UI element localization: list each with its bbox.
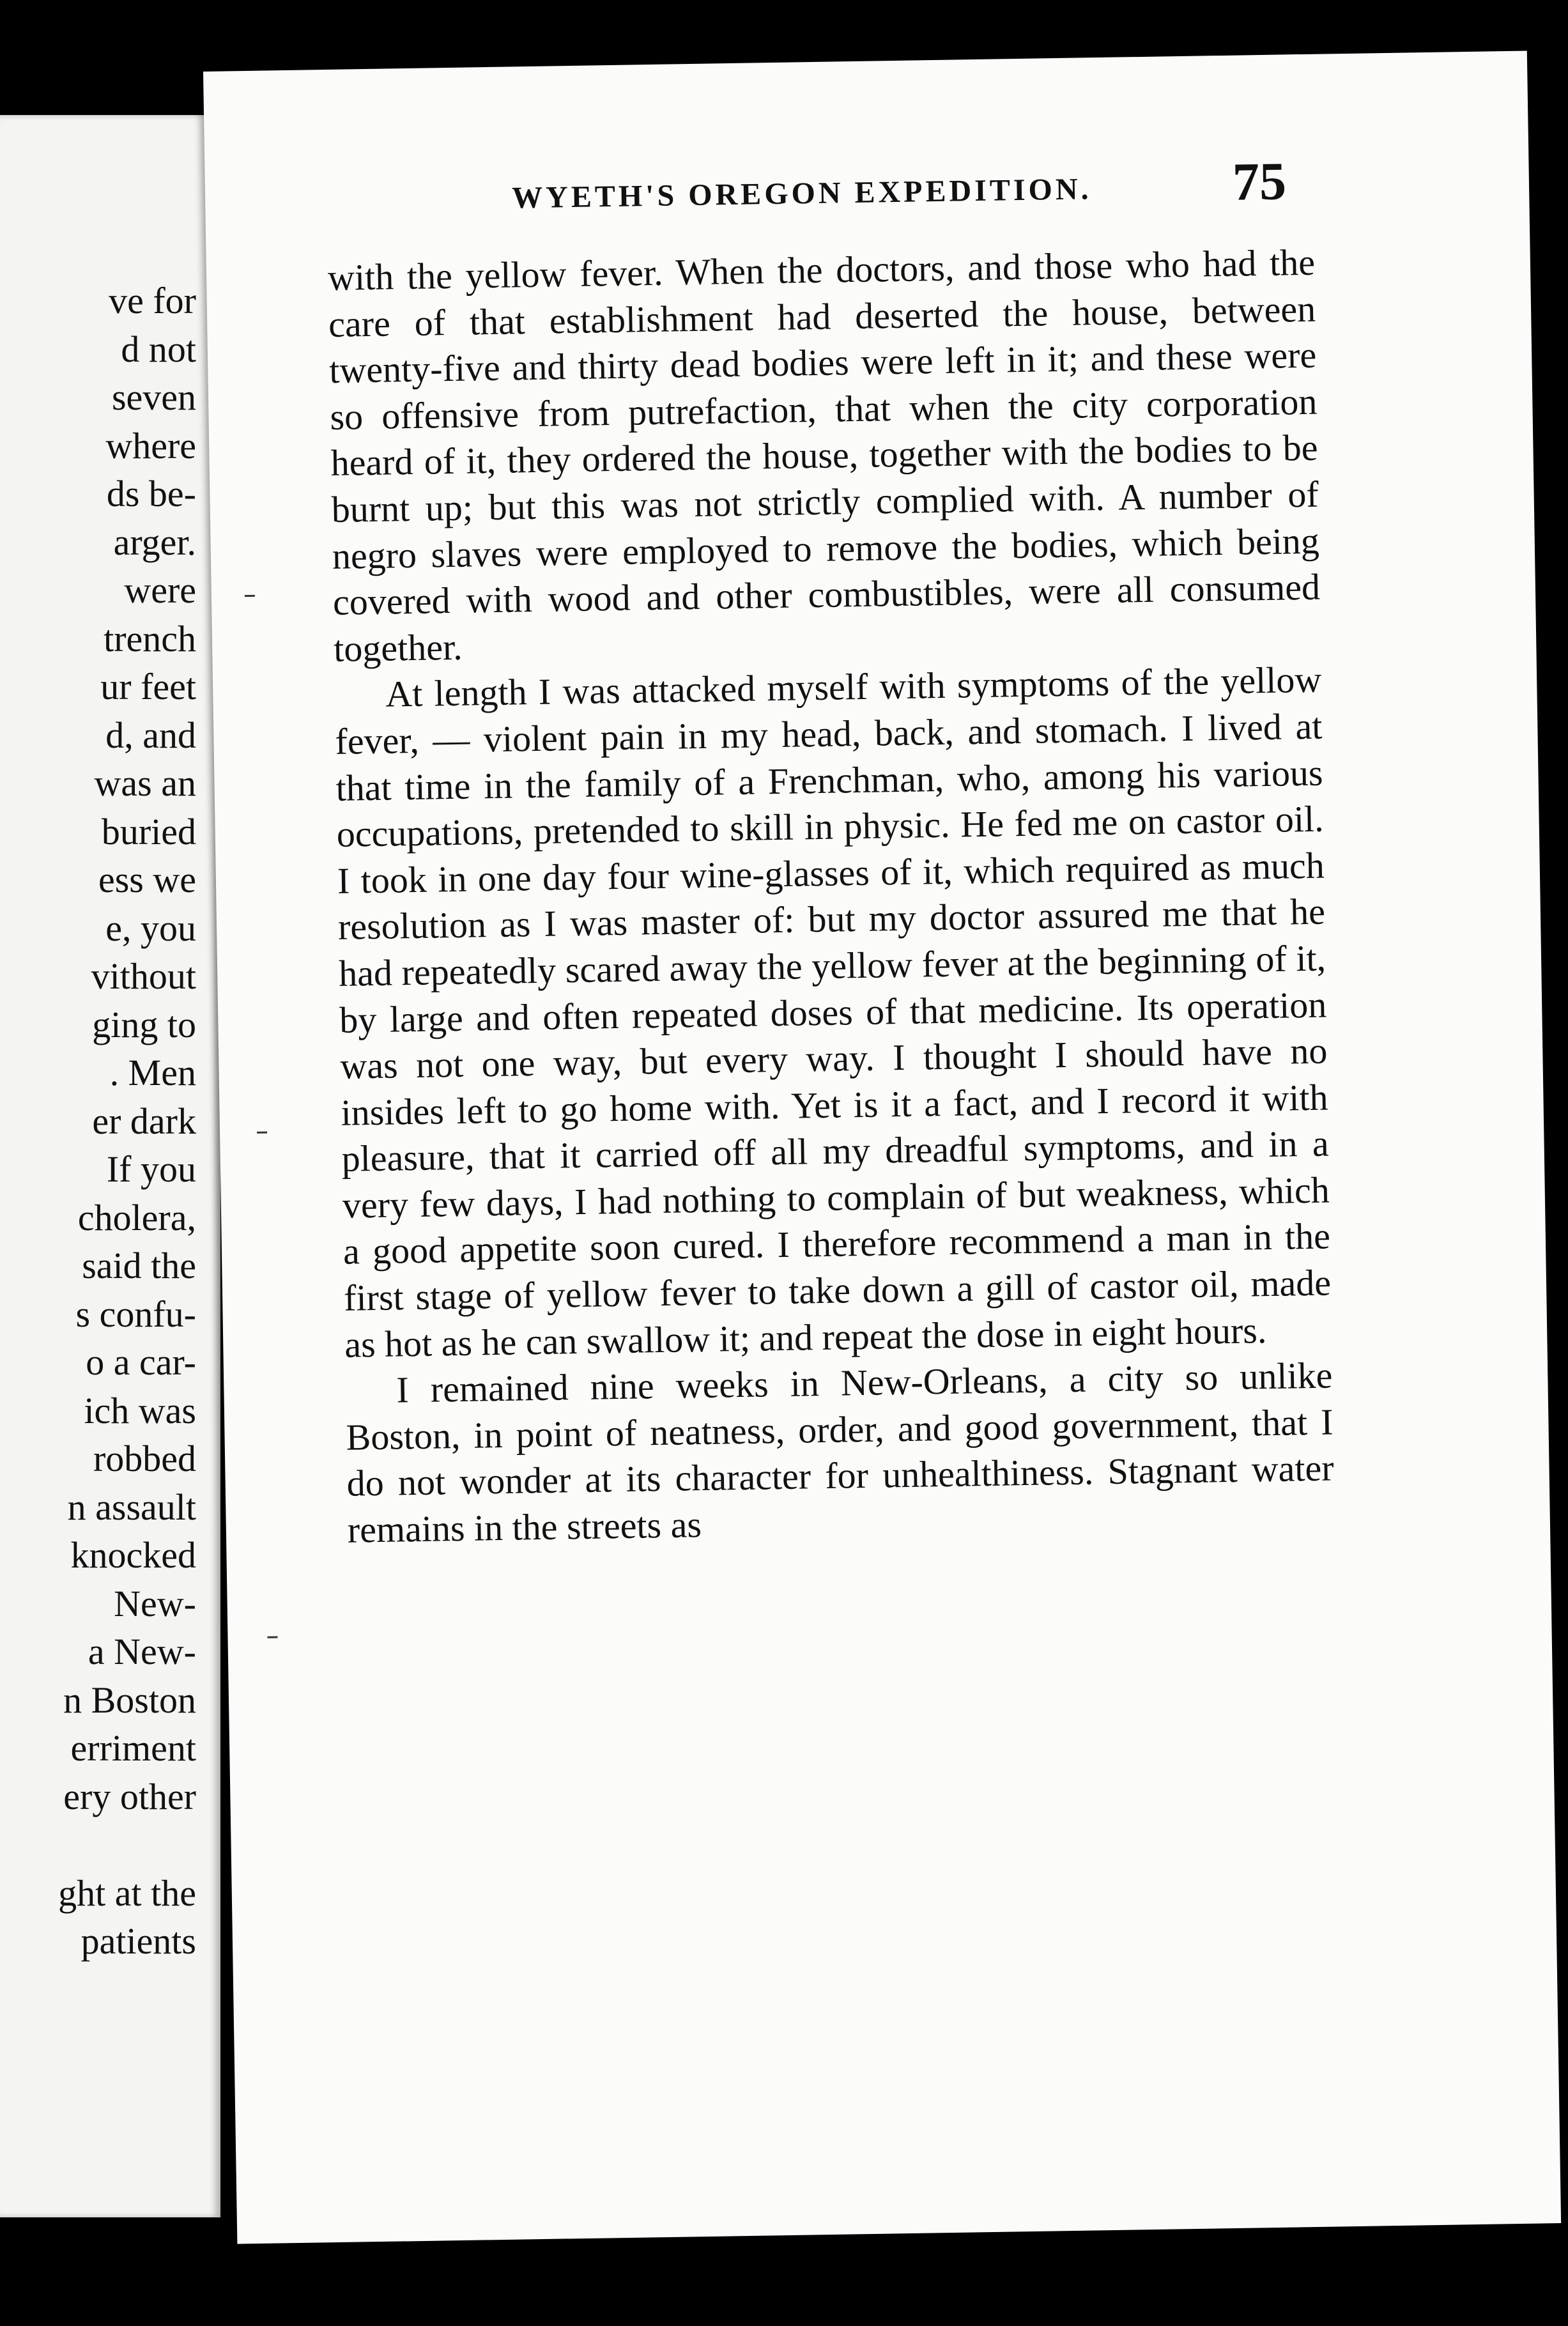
facing-page-line: vithout <box>91 955 196 997</box>
facing-page-line: ery other <box>63 1775 196 1817</box>
facing-page-line: e, you <box>105 907 196 949</box>
facing-page-line: d not <box>121 328 196 370</box>
facing-page-line: d, and <box>105 714 196 756</box>
facing-page-line: knocked <box>70 1534 196 1576</box>
facing-page-line: seven <box>111 376 196 418</box>
margin-mark <box>245 595 255 597</box>
facing-page-line: cholera, <box>77 1196 196 1238</box>
facing-page-line: trench <box>104 617 196 659</box>
facing-page-line: ess we <box>98 859 196 900</box>
facing-page-line: where <box>105 424 196 466</box>
facing-page-line: ging to <box>92 1003 196 1045</box>
facing-page-line: n assault <box>67 1486 196 1528</box>
facing-page-line: . Men <box>109 1052 196 1093</box>
facing-page-line: ur feet <box>100 666 196 707</box>
facing-page-line: ght at the <box>58 1872 196 1914</box>
facing-page-line: s confu- <box>75 1293 196 1335</box>
running-head: WYETH'S OREGON EXPEDITION. <box>511 172 1092 215</box>
facing-page-line: ich was <box>84 1389 196 1431</box>
book-page <box>203 50 1561 2244</box>
page-number: 75 <box>1232 151 1287 212</box>
facing-page-line: robbed <box>93 1438 196 1479</box>
facing-page-line: New- <box>114 1582 196 1624</box>
facing-page-fragment <box>0 115 220 2217</box>
margin-mark <box>267 1636 277 1638</box>
facing-page-line: erriment <box>70 1727 196 1769</box>
facing-page-line: was an <box>94 762 196 804</box>
facing-page-line: ve for <box>109 280 196 321</box>
facing-page-line: arger. <box>113 521 196 563</box>
facing-page-line: ds be- <box>106 473 196 514</box>
facing-page-line: patients <box>81 1920 196 1962</box>
facing-page-line: a New- <box>88 1631 196 1672</box>
facing-page-line: er dark <box>92 1100 196 1142</box>
facing-page-line: were <box>124 569 196 611</box>
facing-page-line: o a car- <box>86 1341 196 1383</box>
paragraph: I remained nine weeks in New-Orleans, a city so unlike Boston, in point of neatness, order, and good government, that I do not wonder at its character for unhealthiness. Stagnant water remains in the streets as <box>346 1354 1335 1551</box>
facing-page-line: If you <box>106 1148 196 1190</box>
body-text <box>328 240 1335 1554</box>
paragraph: At length I was attacked myself with symptoms of the yellow fever, — violent pain in my head, back, and stomach. I lived at that time in the family of a Frenchman, who, among his various occupations, pretended to skill in physic. He fed me on castor oil. I took in one day four wine-glasses of it, which required as much resolution as I was master of: but my doctor assured me that he had repeatedly scared away the yellow fever at the beginning of it, by large and often repeated doses of that medicine. Its operation was not one way, but every way. I thought I should have no insides left to go home with. Yet is it a fact, and I record it with pleasure, that it carried off all my dreadful symptoms, and in a very few days, I had nothing to complain of but weakness, which a good appetite soon cured. I therefore recommend a man in the first stage of yellow fever to take down a gill of castor oil, made as hot as he can swallow it; and repeat the dose in eight hours. <box>334 658 1332 1366</box>
facing-page-line: buried <box>101 810 196 852</box>
facing-page-line: n Boston <box>63 1679 196 1721</box>
facing-page-line: said the <box>82 1245 196 1286</box>
paragraph: with the yellow fever. When the doctors, and those who had the care of that establishment had deserted the house, between twenty-five and thirty dead bodies were left in it; and these were so offensive from putrefaction, that when the city corporation heard of it, they ordered the house, together with the bodies to be burnt up; but this was not strictly complied with. A number of negro slaves were employed to remove the bodies, which being covered with wood and other combustibles, were all consumed together. <box>327 241 1321 670</box>
margin-mark <box>257 1132 267 1134</box>
